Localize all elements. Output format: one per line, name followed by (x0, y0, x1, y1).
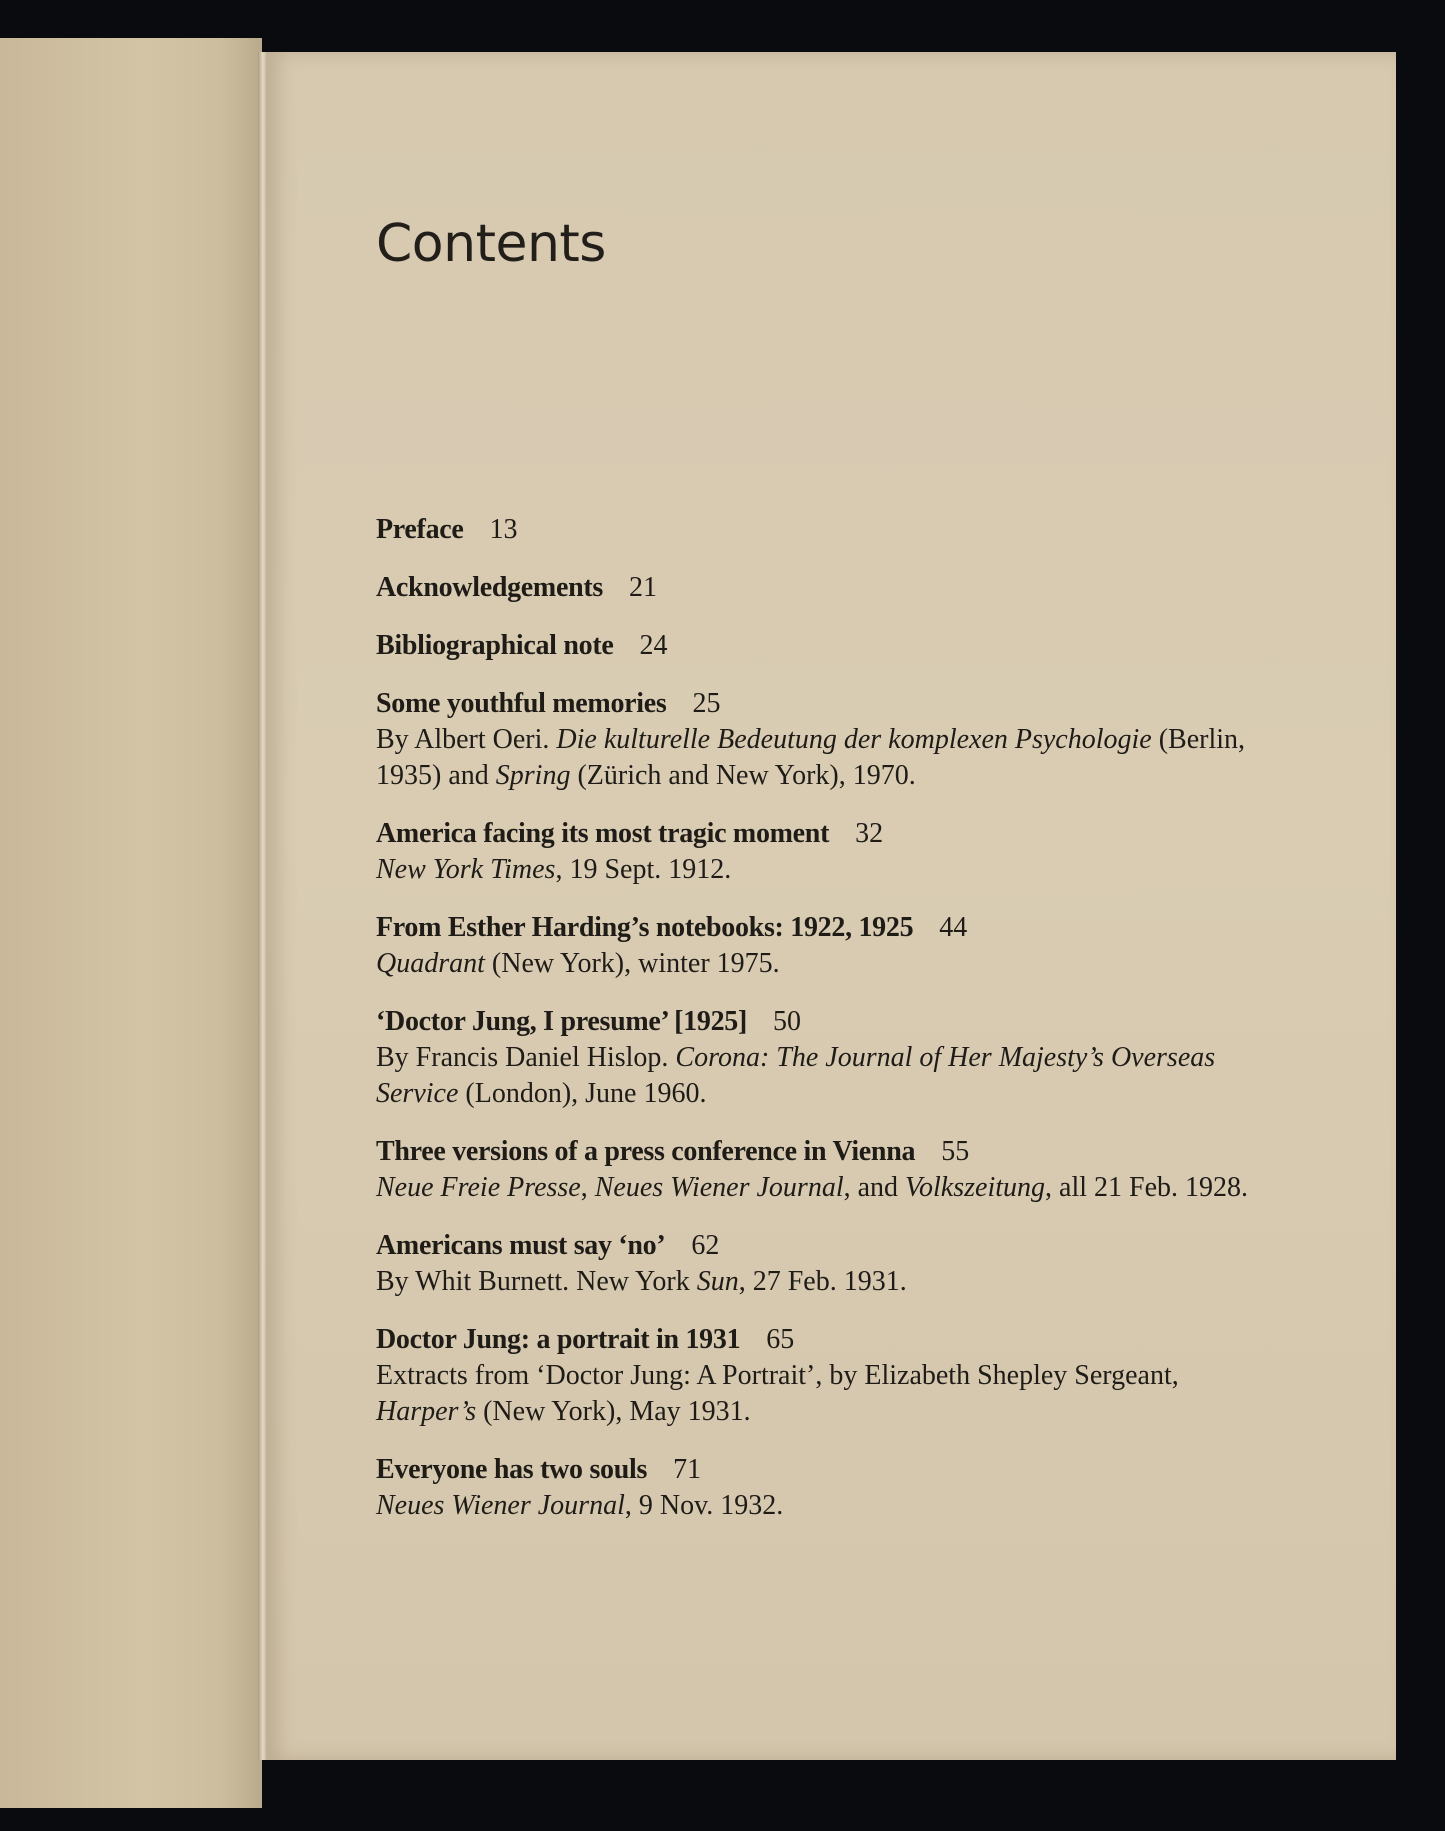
toc-entry-title: America facing its most tragic moment (376, 818, 830, 849)
toc-entry-heading (376, 628, 1256, 664)
source-segment: , 9 Nov. 1932. (624, 1490, 784, 1521)
toc-entry-page-number: 13 (489, 514, 518, 545)
toc-entry (376, 1452, 1256, 1524)
source-segment: (London), June 1960. (458, 1078, 707, 1109)
toc-entry-page-number: 21 (628, 572, 657, 603)
toc-entry-page-number: 71 (673, 1454, 702, 1485)
toc-entry-heading (376, 1322, 1256, 1358)
toc-entry-heading (376, 910, 1256, 946)
source-italic-segment: Harper’s (376, 1396, 477, 1427)
toc-entry-heading (376, 686, 1256, 722)
toc-entry-source (376, 852, 1256, 888)
toc-entry-source (376, 946, 1256, 982)
toc-entry-title: Acknowledgements (376, 572, 603, 603)
toc-entry-page-number: 25 (692, 688, 721, 719)
source-italic-segment: Neues Wiener Journal (376, 1490, 625, 1521)
toc-entry-source (376, 1170, 1256, 1206)
toc-entry-page-number: 50 (773, 1006, 801, 1037)
toc-entry-page-number: 24 (639, 630, 668, 661)
toc-entry-heading (376, 570, 1256, 606)
toc-entry (376, 512, 1256, 548)
toc-entry (376, 1228, 1256, 1300)
left-page (0, 38, 262, 1808)
toc-entry-title: Three versions of a press conference in Vienna (376, 1136, 916, 1167)
source-segment: By Albert Oeri. (376, 724, 557, 755)
toc-entry-title: From Esther Harding’s notebooks: 1922, 1925 (376, 912, 914, 943)
toc-entry-page-number: 62 (691, 1230, 720, 1261)
source-italic-segment: New York Times (376, 854, 556, 885)
source-segment: (New York), winter 1975. (484, 948, 780, 979)
source-segment: (Berlin, 1935) and (376, 724, 1246, 791)
toc-entry (376, 1004, 1256, 1112)
toc-entry (376, 910, 1256, 982)
toc-entry-source (376, 1488, 1256, 1524)
source-segment: , all 21 Feb. 1928. (1045, 1172, 1249, 1203)
source-italic-segment: Neues Wiener Journal (594, 1172, 844, 1203)
toc-entry (376, 628, 1256, 664)
source-segment: By Francis Daniel Hislop. (376, 1042, 676, 1073)
toc-entry-title: ‘Doctor Jung, I presume’ [1925] (376, 1006, 747, 1037)
source-italic-segment: Die kulturelle Bedeutung der komplexen Psychologie (556, 724, 1152, 755)
source-italic-segment: Spring (495, 760, 571, 791)
toc-entry-title: Doctor Jung: a portrait in 1931 (376, 1324, 741, 1355)
source-italic-segment: Volkszeitung (905, 1172, 1046, 1203)
toc-entry-source (376, 1264, 1256, 1300)
toc-entry (376, 686, 1256, 794)
toc-entry-page-number: 65 (766, 1324, 795, 1355)
toc-entry-title: Bibliographical note (376, 630, 614, 661)
toc-entry-title: Preface (376, 514, 464, 545)
toc-entry (376, 1322, 1256, 1430)
toc-entry-page-number: 55 (941, 1136, 970, 1167)
toc-entry-heading (376, 512, 1256, 548)
page-title: Contents (376, 214, 606, 274)
source-italic-segment: Quadrant (376, 948, 485, 979)
toc-entry-title: Everyone has two souls (376, 1454, 648, 1485)
source-segment: (Zürich and New York), 1970. (570, 760, 916, 791)
toc-entry-source (376, 722, 1256, 794)
source-italic-segment: Corona: The Journal of Her Majesty’s Overseas Service (376, 1042, 1216, 1109)
source-segment: By Whit Burnett. New York (376, 1266, 697, 1297)
toc-entry-heading (376, 816, 1256, 852)
toc-entry-heading (376, 1004, 1256, 1040)
source-italic-segment: Sun (696, 1266, 739, 1297)
source-segment: (New York), May 1931. (476, 1396, 751, 1427)
toc-entry-page-number: 44 (939, 912, 968, 943)
source-segment: Extracts from ‘Doctor Jung: A Portrait’, by Elizabeth Shepley Sergeant, (376, 1360, 1179, 1391)
source-segment: , and (843, 1172, 906, 1203)
toc-entry (376, 1134, 1256, 1206)
toc-entry-source (376, 1040, 1256, 1112)
source-segment: , (580, 1172, 595, 1203)
toc-entry-heading (376, 1228, 1256, 1264)
toc-entry-page-number: 32 (855, 818, 884, 849)
toc-entry (376, 816, 1256, 888)
toc-entry-heading (376, 1134, 1256, 1170)
toc-entry-source (376, 1358, 1256, 1430)
toc-entry-title: Americans must say ‘no’ (376, 1230, 666, 1261)
source-segment: , 27 Feb. 1931. (738, 1266, 907, 1297)
toc-entry-heading (376, 1452, 1256, 1488)
source-italic-segment: Neue Freie Presse (376, 1172, 581, 1203)
source-segment: , 19 Sept. 1912. (555, 854, 732, 885)
table-of-contents (376, 512, 1256, 1546)
toc-entry (376, 570, 1256, 606)
toc-entry-title: Some youthful memories (376, 688, 667, 719)
